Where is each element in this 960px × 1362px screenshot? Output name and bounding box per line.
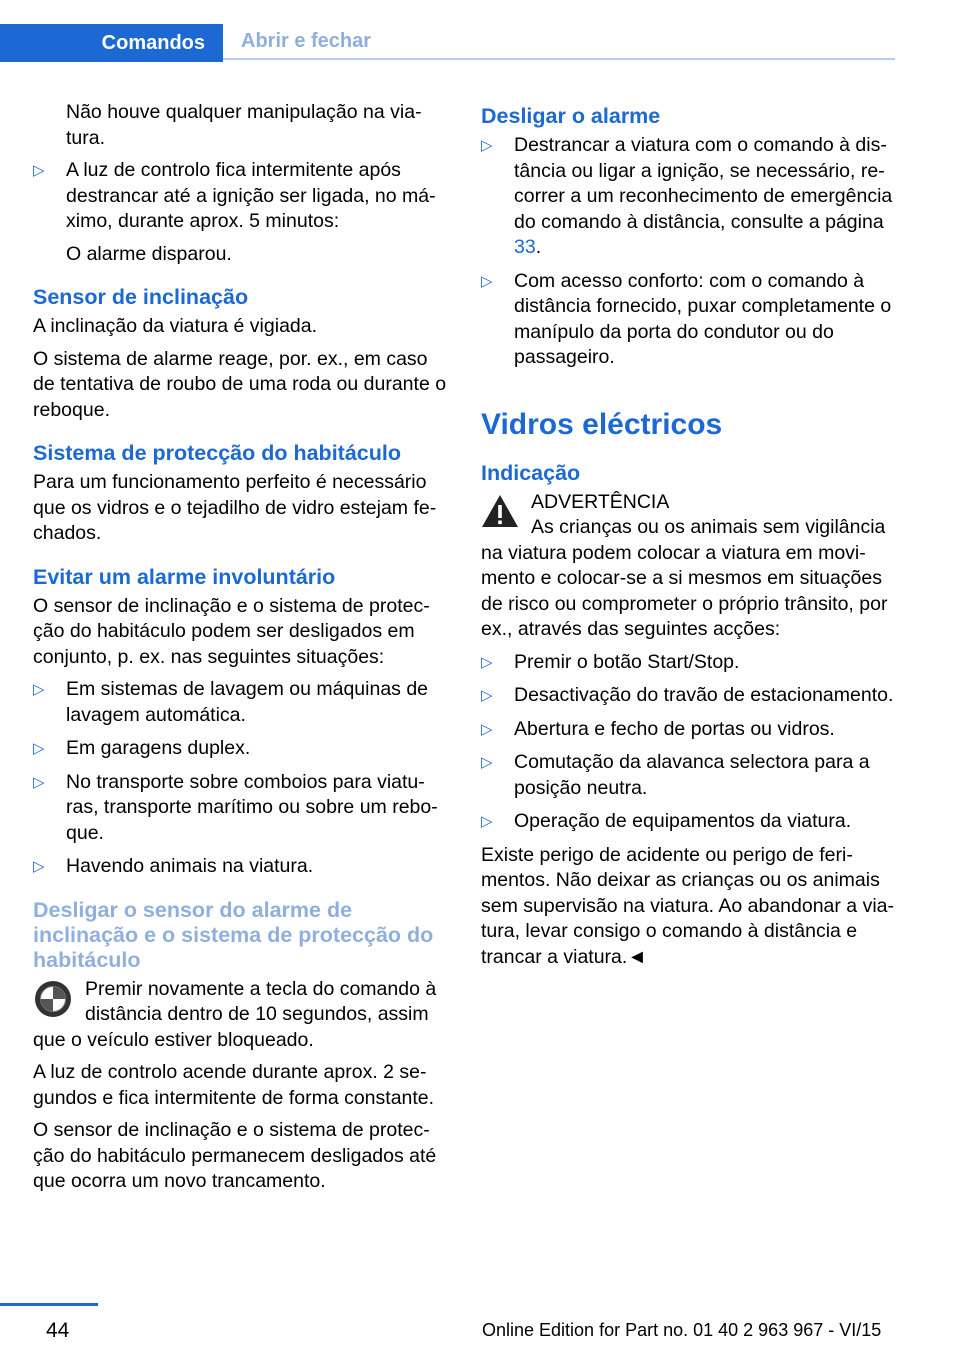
bullet-arrow-icon: ▷ [481, 813, 493, 830]
paragraph: O sensor de inclinação e o sistema de protecção do habitáculo podem ser desligados em conjunto, p. ex. nas seguintes situações: [33, 594, 430, 668]
footer-divider [0, 1303, 98, 1306]
paragraph: O sistema de alarme reage, por. ex., em caso de tentativa de roubo de uma roda ou durante o reboque. [33, 347, 447, 421]
bullet-list [33, 677, 447, 880]
list-item [33, 677, 447, 728]
right-column [481, 104, 895, 977]
bullet-list [481, 133, 895, 371]
warning-title: ADVERTÊNCIA [531, 490, 670, 513]
list-item [481, 133, 895, 261]
bullet-arrow-icon: ▷ [481, 720, 493, 738]
page-link[interactable]: 33 [514, 236, 536, 258]
bullet-arrow-icon: ▷ [33, 162, 45, 179]
list-item [481, 809, 895, 835]
paragraph: A inclinação da viatura é vigiada. [33, 315, 318, 337]
warning-triangle-icon [481, 494, 519, 528]
bullet-arrow-icon: ▷ [33, 858, 45, 875]
list-item-text: Premir o botão Start/Stop. [514, 650, 740, 673]
list-item-text: Em garagens duplex. [66, 737, 251, 759]
bullet-arrow-icon: ▷ [481, 272, 493, 290]
heading-vidros-electricos: Vidros eléctricos [481, 407, 723, 441]
heading-sistema-proteccao: Sistema de protecção do habitáculo [33, 441, 401, 465]
list-item-text: A luz de controlo fica intermitente após destrancar até a ignição ser ligada, no máximo, durante aprox. 5 minutos: [66, 159, 436, 232]
paragraph-continuation: Não houve qualquer manipulação na viatura. [66, 101, 422, 149]
list-item [33, 854, 447, 880]
bullet-arrow-icon: ▷ [481, 137, 493, 154]
page-number: 44 [46, 1319, 70, 1342]
warning-block [481, 490, 895, 643]
list-item [481, 269, 895, 371]
bullet-list [481, 650, 895, 835]
list-item-text: Com acesso conforto: com o comando à distância fornecido, puxar completamente o manípulo da porta do condutor ou do passageiro. [514, 269, 892, 368]
heading-indicacao: Indicação [481, 460, 581, 485]
key-instruction [33, 977, 447, 1054]
paragraph: Premir novamente a tecla do comando à distância dentro de 10 segundos, assim que o veículo estiver bloqueado. [33, 977, 437, 1051]
bullet-arrow-icon: ▷ [481, 754, 493, 771]
list-item [481, 750, 895, 801]
list-item [33, 736, 447, 762]
bullet-arrow-icon: ▷ [33, 773, 45, 791]
bullet-arrow-icon: ▷ [33, 740, 45, 757]
section-tabs [0, 24, 895, 62]
list-item-text-end: . [535, 236, 542, 258]
paragraph: Existe perigo de acidente ou perigo de ferimentos. Não deixar as crianças ou os animais sem supervisão na viatura. Ao abandonar a viatura, levar consigo o comando à distância e trancar a viatura.◄ [481, 843, 895, 968]
edition-note: Online Edition for Part no. 01 40 2 963 967 - VI/15 [482, 1320, 882, 1340]
paragraph: Para um funcionamento perfeito é necessário que os vidros e o tejadilho de vidro estejam fechados. [33, 471, 437, 544]
list-item-text: Operação de equipamentos da viatura. [514, 810, 852, 832]
list-item-text: Comutação da alavanca selectora para a posição neutra. [514, 751, 870, 799]
bullet-arrow-icon: ▷ [481, 687, 493, 704]
list-item-text: Havendo animais na viatura. [66, 855, 314, 877]
bullet-arrow-icon: ▷ [33, 681, 45, 698]
list-item-text: Abertura e fecho de portas ou vidros. [514, 717, 835, 740]
tab-abrir-e-fechar[interactable]: Abrir e fechar [223, 24, 895, 60]
bmw-key-icon [33, 979, 73, 1019]
list-item-text: Desactivação do travão de estacionamento. [514, 684, 894, 706]
heading-evitar-alarme: Evitar um alarme involuntário [33, 564, 336, 589]
bullet-list [33, 158, 447, 267]
paragraph: O sensor de inclinação e o sistema de protecção do habitáculo permanecem desligados até que ocorra um novo trancamento. [33, 1119, 437, 1192]
list-item [481, 717, 895, 743]
list-item [33, 158, 447, 267]
list-item-result: O alarme disparou. [66, 242, 232, 265]
list-item [33, 770, 447, 847]
list-item-text: Em sistemas de lavagem ou máquinas de lavagem automática. [66, 678, 429, 726]
heading-desligar-alarme: Desligar o alarme [481, 104, 661, 128]
heading-desligar-sensor: Desligar o sensor do alarme de inclinação e o sistema de protecção do habitáculo [33, 897, 434, 972]
list-item [481, 650, 895, 676]
bullet-arrow-icon: ▷ [481, 653, 493, 671]
list-item-text: No transporte sobre comboios para viaturas, transporte marítimo ou sobre um reboque. [66, 770, 438, 844]
list-item [481, 683, 895, 709]
heading-sensor-inclinacao: Sensor de inclinação [33, 285, 249, 309]
left-column [33, 100, 447, 1202]
tab-comandos[interactable]: Comandos [0, 24, 223, 62]
warning-text: As crianças ou os animais sem vigilância na viatura podem colocar a viatura em movimento e colocar-se a si mesmos em situações de risco ou comprometer o próprio trânsito, por ex., através das seguintes acções: [481, 516, 888, 640]
paragraph: A luz de controlo acende durante aprox. 2 segundos e fica intermitente de forma constante. [33, 1061, 435, 1109]
list-item-text: Destrancar a viatura com o comando à distância ou ligar a ignição, se necessário, recorrer a um reconhecimento de emergência do comando à distância, consulte a página [514, 134, 893, 233]
